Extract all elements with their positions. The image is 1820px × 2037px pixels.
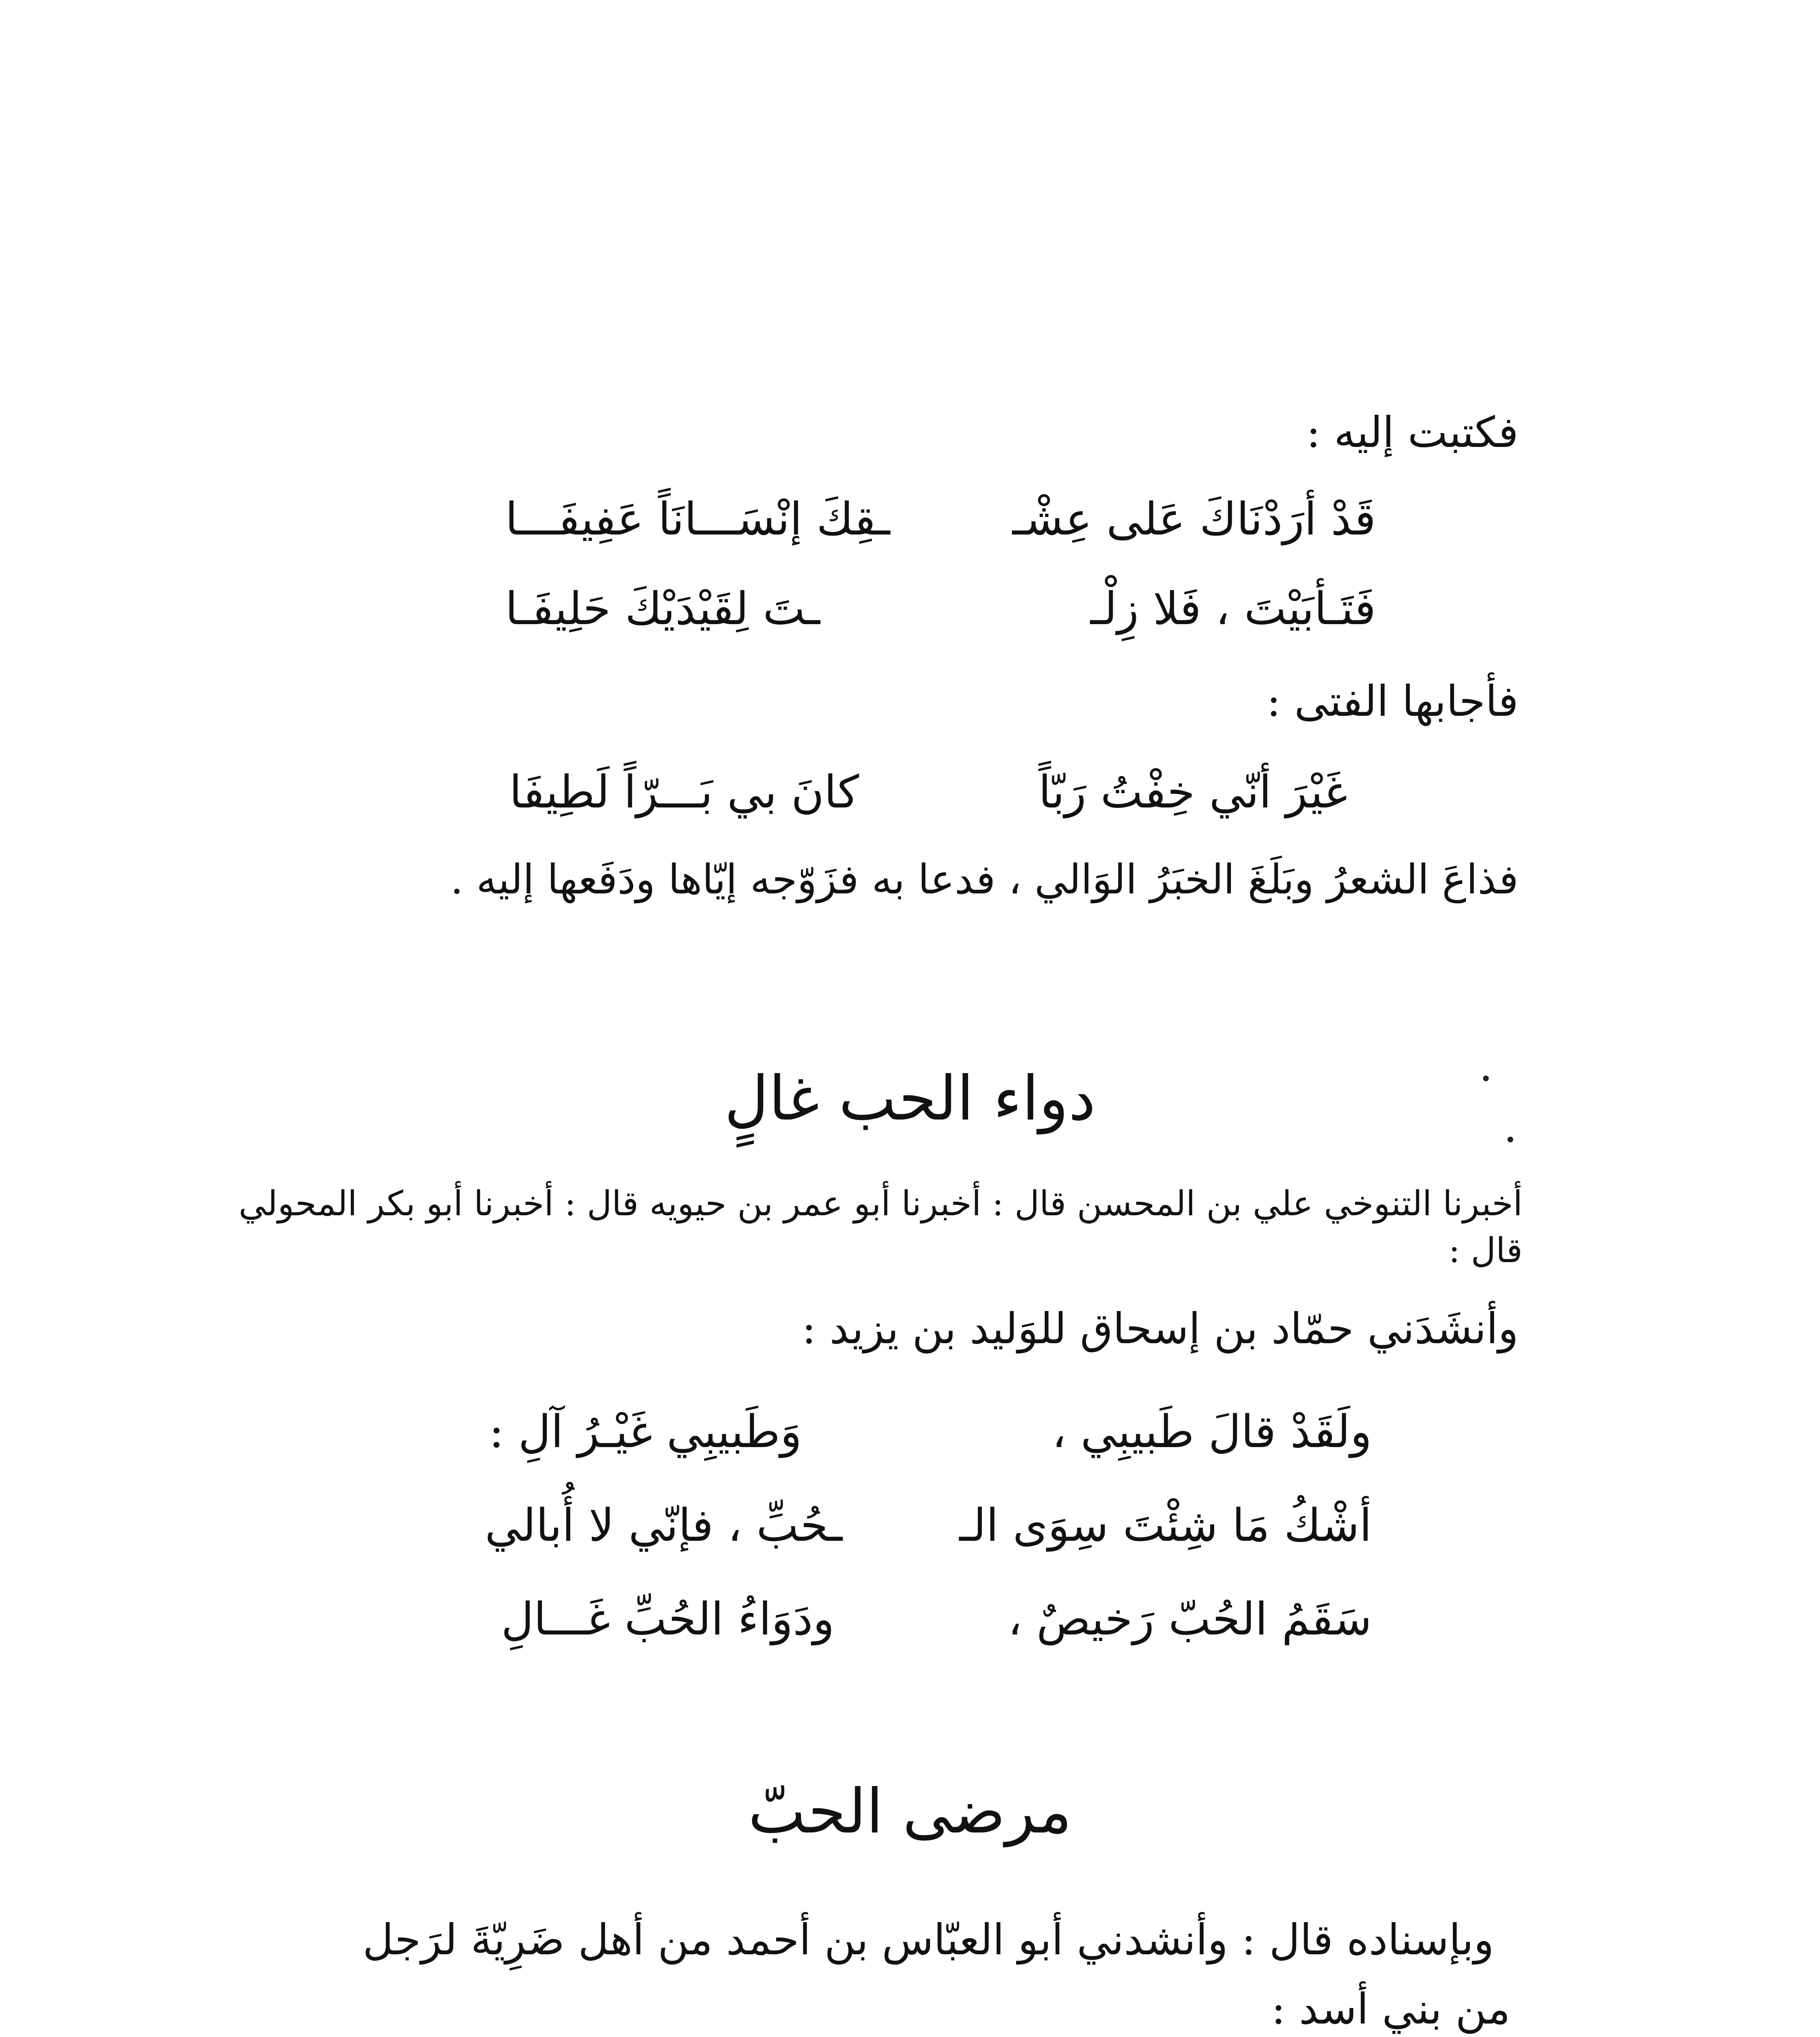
isnad-line-2: قال : [1448, 1230, 1523, 1270]
section-heading-2: مرضى الحبّ [748, 1776, 1072, 1847]
verse-1-hemistich-2: ـقِكَ إنْسَـــانَاً عَفِيفَـــا [505, 493, 890, 545]
section-heading-1: دواء الحب غالٍ [724, 1063, 1096, 1134]
verse-2-hemistich-1: فَتَـأبَيْتَ ، فَلا زِلْـ [1090, 583, 1376, 635]
verse-1-hemistich-1: قَدْ أرَدْنَاكَ عَلى عِشْـ [1012, 493, 1376, 545]
verse-6-hemistich-2: ودَوَاءُ الحُبِّ غَـــالِ [501, 1593, 835, 1645]
verse-4-hemistich-2: وَطَبيبِي غَيْـرُ آلِ : [489, 1406, 802, 1458]
intro-asad-line-2: من بني أسد : [1271, 1984, 1510, 2034]
speck-mark [1507, 1137, 1513, 1142]
verse-5-hemistich-2: ـحُبِّ ، فإنّي لا أُبالي [485, 1499, 843, 1551]
verse-4-hemistich-1: ولَقَدْ قالَ طَبيبِي ، [1052, 1406, 1372, 1458]
speck-mark [1483, 1076, 1489, 1081]
verse-5-hemistich-1: أشْكُ مَا شِئْتَ سِوَى الـ [959, 1499, 1372, 1551]
intro-label: فكتبت إليه : [1306, 407, 1519, 457]
intro-walid: وأنشَدَني حمّاد بن إسحاق للوَليد بن يزيد : [801, 1304, 1519, 1353]
verse-3-hemistich-1: غَيْرَ أنّي خِفْتُ رَبّاً [1038, 766, 1347, 818]
isnad-line-1: أخبرنا التنوخي علي بن المحسن قال : أخبرنا أبو عمر بن حيويه قال : أخبرنا أبو بكر المحولي [238, 1183, 1523, 1223]
verse-6-hemistich-1: سَقَمُ الحُبّ رَخيصٌ ، [1008, 1593, 1372, 1645]
intro-asad-line-1: وبإسناده قال : وأنشدني أبو العبّاس بن أحمد من أهل ضَرِيّةَ لرَجل [363, 1915, 1494, 1964]
reply-label: فأجابها الفتى : [1266, 676, 1519, 726]
verse-2-hemistich-2: ـتَ لِقَيْدَيْكَ حَلِيفَـا [505, 583, 820, 635]
closing-paragraph: فذاعَ الشعرُ وبَلَغَ الخبَرُ الوَالي ، فدعا به فزَوّجه إيّاها ودَفَعها إليه . [450, 856, 1519, 903]
verse-3-hemistich-2: كانَ بي بَـــرّاً لَطِيفَا [509, 766, 859, 818]
